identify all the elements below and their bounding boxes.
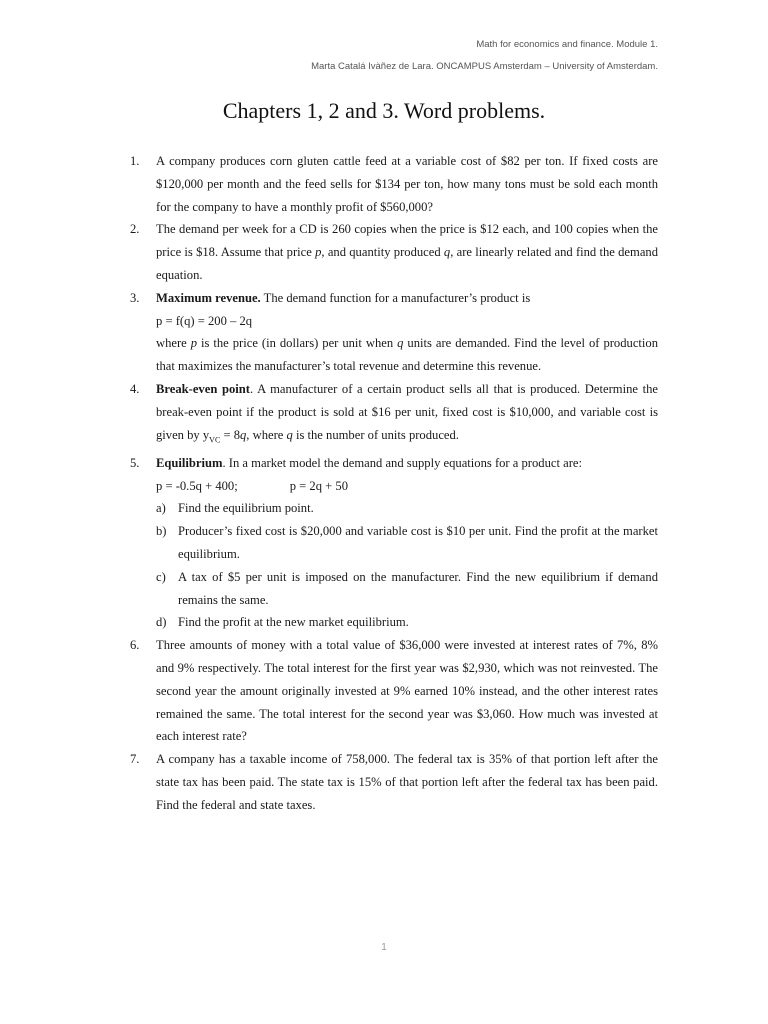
problem-number: 3. [130, 290, 140, 305]
header-course-line: Math for economics and finance. Module 1. [476, 39, 658, 50]
sub-question-b [156, 520, 658, 566]
problem-text: is the number of units produced. [292, 427, 459, 442]
variable-q: q [286, 427, 293, 442]
sub-question-text: Producer’s fixed cost is $20,000 and variable cost is $10 per unit. Find the profit at the market equilibrium. [178, 524, 658, 562]
problem-heading: Equilibrium [156, 455, 223, 470]
sub-question-text: Find the profit at the new market equilibrium. [178, 615, 409, 630]
problem-number: 4. [130, 381, 140, 396]
problem-4 [130, 378, 658, 452]
problem-number: 7. [130, 752, 140, 767]
problem-number: 2. [130, 222, 140, 237]
problem-1 [130, 150, 658, 218]
problem-text: units are demanded. Find the level of production that maximizes the manufacturer’s total revenue and determine this revenue. [156, 336, 659, 374]
problem-6 [130, 634, 658, 748]
sub-question-letter: a) [156, 501, 166, 516]
page-number: 1 [381, 942, 387, 953]
problem-3 [130, 287, 658, 378]
variable-q: q [397, 336, 404, 351]
problem-text: is the price (in dollars) per unit when [197, 336, 398, 351]
problem-heading: Maximum revenue. [156, 290, 261, 305]
problem-intro: The demand function for a manufacturer’s product is [260, 290, 531, 305]
problem-text: , are linearly related and find the demand equation. [156, 245, 659, 282]
demand-equation: p = -0.5q + 400; [156, 478, 238, 493]
problem-text: = 8 [220, 427, 240, 442]
sub-question-c [156, 566, 658, 612]
sub-question-text: Find the equilibrium point. [178, 501, 314, 516]
page-header [311, 34, 658, 78]
problem-text: A company produces corn gluten cattle feed at a variable cost of $82 per ton. If fixed costs are $120,000 per month and the feed sells for $134 per ton, how many tons must be sold each month for the company to have a monthly profit of $560,000? [156, 154, 658, 214]
problem-text: , and quantity produced [321, 245, 444, 260]
problem-heading: Break-even point [156, 381, 250, 396]
variable-p: p [190, 336, 198, 351]
demand-function-equation: p = f(q) = 200 – 2q [156, 313, 253, 328]
problem-number: 5. [130, 455, 140, 470]
variable-q: q [240, 427, 247, 442]
sub-question-letter: c) [156, 569, 166, 584]
problem-7 [130, 748, 658, 816]
problem-number: 1. [130, 154, 140, 168]
problem-text: A company has a taxable income of 758,000. The federal tax is 35% of that portion left after the state tax has been paid. The state tax is 15% of that portion left after the federal tax has been paid. Find the federal and state taxes. [156, 752, 658, 812]
problem-2 [130, 218, 658, 286]
sub-question-letter: b) [156, 524, 167, 539]
problem-text: The demand per week for a CD is 260 copies when the price is $12 each, and 100 copies when the price is $18. Assume that price [156, 222, 658, 260]
header-author-line: Marta Catalá Ivàñez de Lara. ONCAMPUS Amsterdam – University of Amsterdam. [311, 61, 658, 72]
problem-5 [130, 452, 658, 634]
sub-question-letter: d) [156, 615, 167, 630]
problem-text: . A manufacturer of a certain product sells all that is produced. Determine the break-even point if the product is sold at $16 per unit, fixed cost is $10,000, and variable cost is given by y [156, 381, 658, 442]
variable-p: p [315, 245, 322, 260]
problem-number: 6. [130, 638, 140, 653]
problem-list [130, 150, 658, 817]
sub-question-text: A tax of $5 per unit is imposed on the manufacturer. Find the new equilibrium if demand remains the same. [178, 569, 658, 607]
problem-text: , where [246, 427, 287, 442]
problem-text: Three amounts of money with a total value of $36,000 were invested at interest rates of 7%, 8% and 9% respectively. The total interest for the first year was $2,930, which was not reinvested. The second year the amount originally invested at 9% earned 10% instead, and the other interest rates remained the same. The total interest for the second year was $3,060. How much was invested at each interest rate? [156, 638, 658, 744]
sub-question-a [156, 497, 658, 520]
variable-cost-subscript: VC [209, 435, 221, 445]
sub-question-d [156, 611, 658, 634]
market-equations [156, 475, 658, 498]
variable-q: q [443, 245, 451, 260]
supply-equation: p = 2q + 50 [289, 478, 349, 493]
problem-intro: . In a market model the demand and supply equations for a product are: [222, 455, 583, 470]
problem-text: where [156, 336, 191, 351]
page-title: Chapters 1, 2 and 3. Word problems. [222, 98, 546, 123]
